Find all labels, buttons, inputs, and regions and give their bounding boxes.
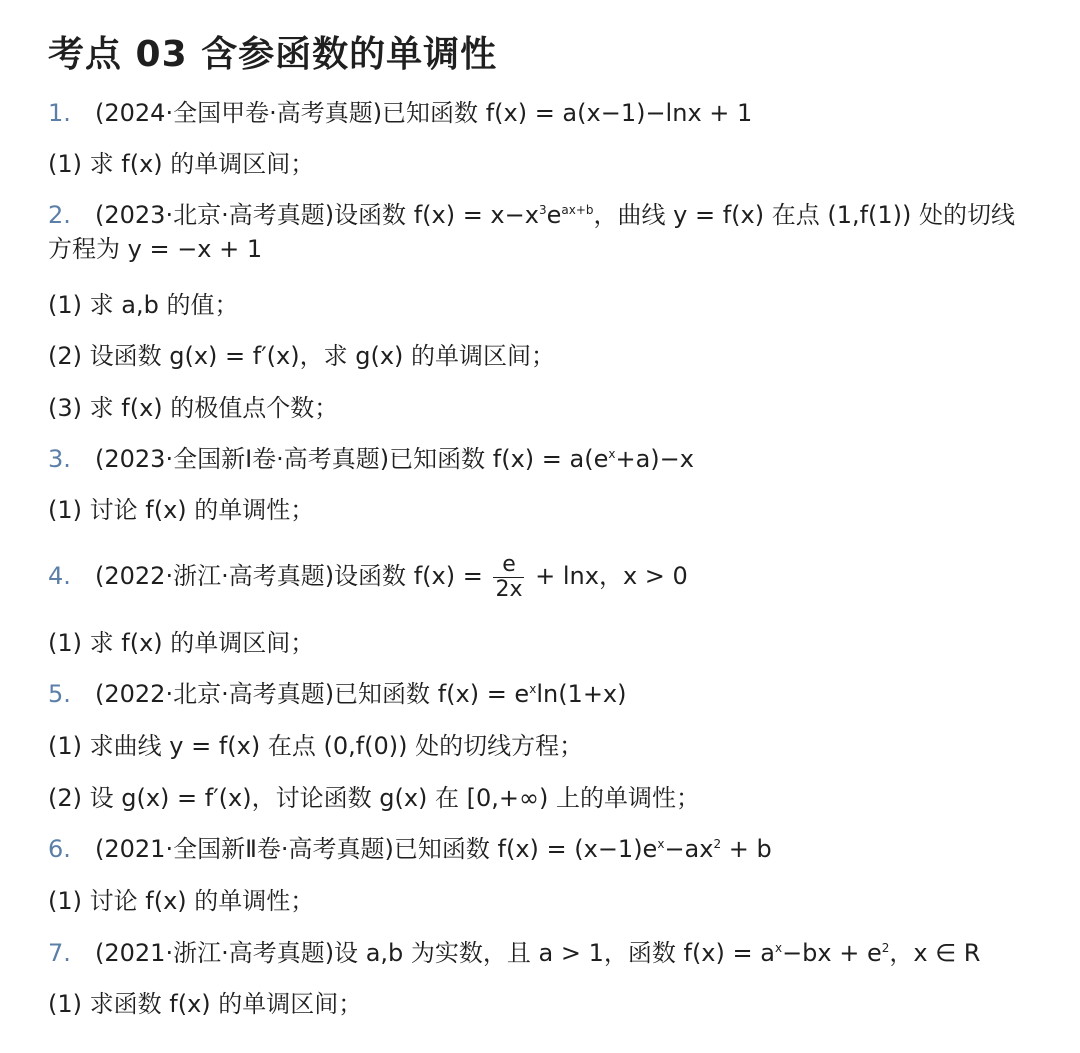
question-2-part-1: (1) 求 a,b 的值； (48, 291, 239, 319)
question-5-part-2: (2) 设 g(x) = f′(x)，讨论函数 g(x) 在 [0,+∞) 上的单调性； (48, 784, 701, 812)
question-text: (2024·全国甲卷·高考真题)已知函数 f(x) = a(x−1)−lnx + 1 (95, 99, 753, 127)
exponent: 3 (538, 203, 547, 217)
question-3-part-1: (1) 讨论 f(x) 的单调性； (48, 496, 315, 524)
question-number: 2. (48, 201, 71, 229)
question-number: 7. (48, 939, 71, 967)
exponent: 2 (881, 941, 890, 955)
question-7 (48, 936, 980, 970)
question-text-c: ，曲线 y = f(x) 在点 (1,f(1)) 处的切线方程为 y = −x + 1 (48, 201, 1016, 263)
question-7-part-1: (1) 求函数 f(x) 的单调区间； (48, 990, 363, 1018)
question-text-a: (2021·全国新Ⅱ卷·高考真题)已知函数 f(x) = (x−1)e (95, 835, 658, 863)
question-text-b: −bx + e (782, 939, 882, 967)
question-1-part-1: (1) 求 f(x) 的单调区间； (48, 150, 315, 178)
question-number: 3. (48, 445, 71, 473)
fraction (493, 553, 524, 602)
exponent: x (608, 447, 616, 461)
question-number: 6. (48, 835, 71, 863)
fraction-numerator: e (502, 551, 516, 577)
question-2-part-2: (2) 设函数 g(x) = f′(x)，求 g(x) 的单调区间； (48, 342, 556, 370)
question-text-a: (2023·北京·高考真题)设函数 f(x) = x−x (95, 201, 539, 229)
exponent: x (657, 837, 665, 851)
question-text-a: (2021·浙江·高考真题)设 a,b 为实数，且 a > 1，函数 f(x) = a (95, 939, 775, 967)
question-text-b: −ax (664, 835, 714, 863)
question-6-part-1: (1) 讨论 f(x) 的单调性； (48, 887, 315, 915)
question-3 (48, 442, 694, 476)
question-5 (48, 677, 627, 711)
exponent: x (529, 682, 537, 696)
exponent: 2 (713, 837, 722, 851)
exponent: x (774, 941, 783, 955)
question-text-b: ln(1+x) (536, 680, 627, 708)
question-number: 1. (48, 99, 71, 127)
page-title: 考点 03 含参函数的单调性 (48, 34, 498, 75)
question-text-b: e (546, 201, 562, 229)
question-number: 5. (48, 680, 71, 708)
question-text-a: (2023·全国新Ⅰ卷·高考真题)已知函数 f(x) = a(e (95, 445, 609, 473)
question-1 (48, 96, 752, 130)
question-2 (48, 198, 1028, 266)
question-text-c: ，x ∈ R (889, 939, 981, 967)
question-5-part-1: (1) 求曲线 y = f(x) 在点 (0,f(0)) 处的切线方程； (48, 732, 584, 760)
question-4-part-1: (1) 求 f(x) 的单调区间； (48, 629, 315, 657)
question-4 (48, 547, 688, 605)
question-text-b: +a)−x (615, 445, 694, 473)
question-text-a: (2022·北京·高考真题)已知函数 f(x) = e (95, 680, 530, 708)
question-2-part-3: (3) 求 f(x) 的极值点个数； (48, 394, 339, 422)
fraction-denominator: 2x (495, 576, 523, 602)
question-text-c: + b (721, 835, 772, 863)
question-text-b: + lnx，x > 0 (535, 562, 688, 590)
question-number: 4. (48, 562, 71, 590)
question-6 (48, 832, 772, 866)
question-text-a: (2022·浙江·高考真题)设函数 f(x) = (95, 562, 483, 590)
exponent: ax+b (561, 203, 594, 217)
